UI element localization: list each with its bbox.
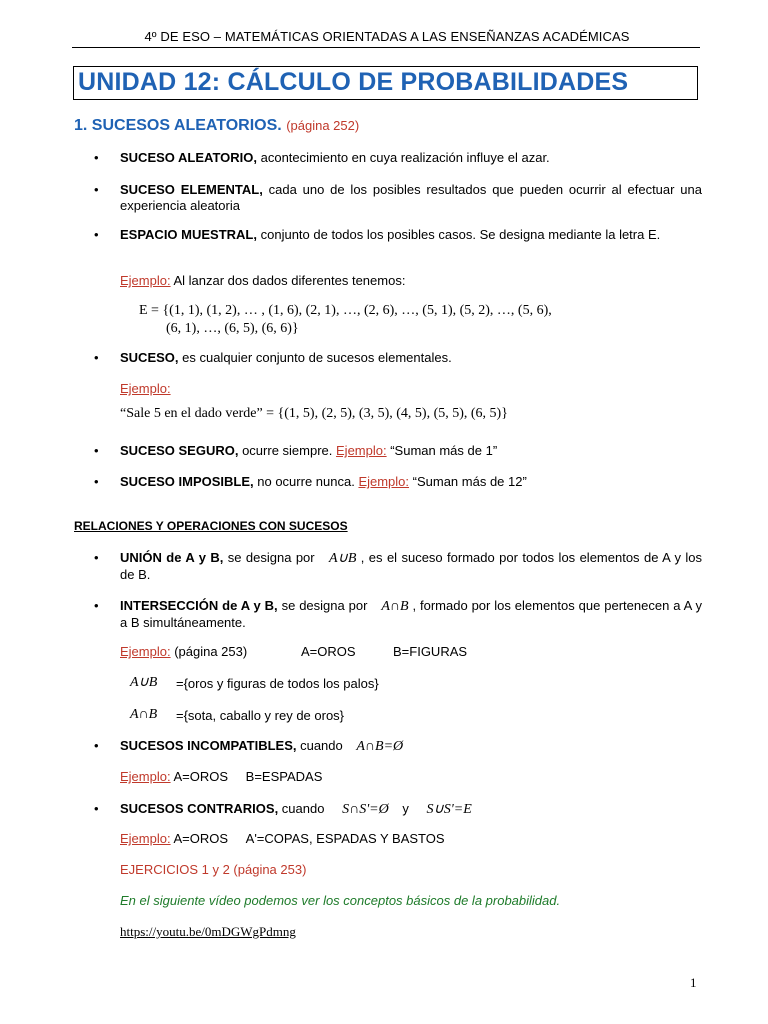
video-link[interactable]: https://youtu.be/0mDGWgPdmng (120, 924, 296, 939)
example-label: Ejemplo: (120, 831, 171, 846)
example-set-a-complement: A'=COPAS, ESPADAS Y BASTOS (245, 831, 445, 846)
example-contrarios (120, 831, 445, 847)
bullet: • (94, 227, 99, 242)
definition: cada uno de los posibles resultados que pueden ocurrir al efectuar una experiencia aleatoria (120, 182, 702, 213)
term: SUCESO ELEMENTAL, (120, 182, 263, 197)
definition: conjunto de todos los posibles casos. Se designa mediante la letra E. (257, 227, 661, 242)
definition: acontecimiento en cuya realización influye el azar. (257, 150, 550, 165)
espacio-muestral-line2: (6, 1), …, (6, 5), (6, 6)} (166, 321, 299, 336)
example-text: Al lanzar dos dados diferentes tenemos: (170, 273, 406, 288)
ejercicios-reference: EJERCICIOS 1 y 2 (página 253) (120, 862, 307, 877)
sale5-expression: “Sale 5 en el dado verde” = {(1, 5), (2, 5), (3, 5), (4, 5), (5, 5), (6, 5)} (120, 406, 508, 421)
item-suceso-aleatorio (120, 150, 702, 166)
term: ESPACIO MUESTRAL, (120, 227, 257, 242)
section-title-text: 1. SUCESOS ALEATORIOS. (74, 117, 282, 134)
bullet: • (94, 474, 99, 489)
header-rule (72, 47, 700, 48)
example-label: Ejemplo: (358, 474, 410, 489)
definition: cuando (296, 738, 343, 753)
definition: cuando (278, 801, 325, 816)
intersection-symbol: A∩B (381, 599, 409, 614)
definition-part2: , es el suceso formado por todos los elementos de A y los de B. (120, 550, 702, 582)
example-dados (120, 273, 405, 289)
example-label: Ejemplo: (120, 381, 171, 396)
item-suceso-imposible (120, 474, 702, 490)
definition-part2: , formado por los elementos que pertenecen a A y a B simultáneamente. (120, 598, 702, 630)
bullet: • (94, 182, 99, 197)
contrary-condition-1: S∩S'=Ø (342, 802, 389, 817)
page-header: 4º DE ESO – MATEMÁTICAS ORIENTADAS A LAS ENSEÑANZAS ACADÉMICAS (144, 29, 630, 44)
item-suceso-elemental (120, 182, 702, 214)
term: SUCESOS CONTRARIOS, (120, 801, 279, 816)
page-number: 1 (690, 975, 697, 990)
bullet: • (94, 598, 99, 613)
term: SUCESO ALEATORIO, (120, 150, 257, 165)
bullet: • (94, 550, 99, 565)
bullet: • (94, 150, 99, 165)
item-suceso (120, 350, 702, 366)
title-box (73, 66, 698, 100)
example-set-a: A=OROS (173, 831, 229, 846)
example-set-b: B=ESPADAS (245, 769, 323, 784)
relaciones-heading: RELACIONES Y OPERACIONES CON SUCESOS (74, 519, 348, 533)
term: UNIÓN de A y B, (120, 550, 224, 565)
example-cartas (120, 644, 247, 660)
definition-part1: se designa por (223, 550, 315, 565)
example-label: Ejemplo: (336, 443, 387, 458)
unit-title: UNIDAD 12: CÁLCULO DE PROBABILIDADES (78, 68, 629, 96)
definition: es cualquier conjunto de sucesos elementales. (178, 350, 452, 365)
example-label: Ejemplo: (120, 769, 171, 784)
bullet: • (94, 738, 99, 753)
example-incompatibles (120, 769, 322, 785)
definition-part1: se designa por (277, 598, 368, 613)
bullet: • (94, 350, 99, 365)
example-page: (página 253) (170, 644, 248, 659)
union-symbol: A∪B (329, 551, 357, 566)
item-espacio-muestral (120, 227, 702, 243)
example-set-b: B=FIGURAS (393, 644, 468, 659)
example-text: “Suman más de 1” (390, 443, 498, 458)
conjunction-y: y (402, 801, 409, 816)
bullet: • (94, 801, 99, 816)
incompatible-condition: A∩B=Ø (356, 739, 404, 754)
union-example-symbol: A∪B (130, 675, 158, 690)
item-suceso-seguro (120, 443, 702, 459)
term: SUCESOS INCOMPATIBLES, (120, 738, 297, 753)
example-set-a: A=OROS (173, 769, 229, 784)
example-label: Ejemplo: (120, 273, 171, 288)
item-union (120, 550, 702, 583)
example-suceso (120, 381, 171, 397)
definition: no ocurre nunca. (253, 474, 359, 489)
item-interseccion (120, 598, 702, 631)
bullet: • (94, 443, 99, 458)
term: SUCESO, (120, 350, 179, 365)
item-sucesos-contrarios (120, 801, 702, 818)
definition: ocurre siempre. (238, 443, 337, 458)
union-example-text: ={oros y figuras de todos los palos} (176, 676, 379, 691)
video-intro-text: En el siguiente vídeo podemos ver los conceptos básicos de la probabilidad. (120, 893, 561, 908)
item-sucesos-incompatibles (120, 738, 702, 755)
section-title (74, 117, 359, 135)
intersection-example-symbol: A∩B (130, 707, 158, 722)
term: SUCESO IMPOSIBLE, (120, 474, 254, 489)
section-page-ref: (página 252) (286, 118, 360, 133)
intersection-example-text: ={sota, caballo y rey de oros} (176, 708, 345, 723)
example-set-a: A=OROS (301, 644, 356, 659)
espacio-muestral-line1: E = {(1, 1), (1, 2), … , (1, 6), (2, 1), …, (2, 6), …, (5, 1), (5, 2), …, (5, 6), (139, 303, 552, 318)
example-text: “Suman más de 12” (412, 474, 527, 489)
example-label: Ejemplo: (120, 644, 171, 659)
term: SUCESO SEGURO, (120, 443, 239, 458)
term: INTERSECCIÓN de A y B, (120, 598, 278, 613)
contrary-condition-2: S∪S'=E (426, 802, 472, 817)
